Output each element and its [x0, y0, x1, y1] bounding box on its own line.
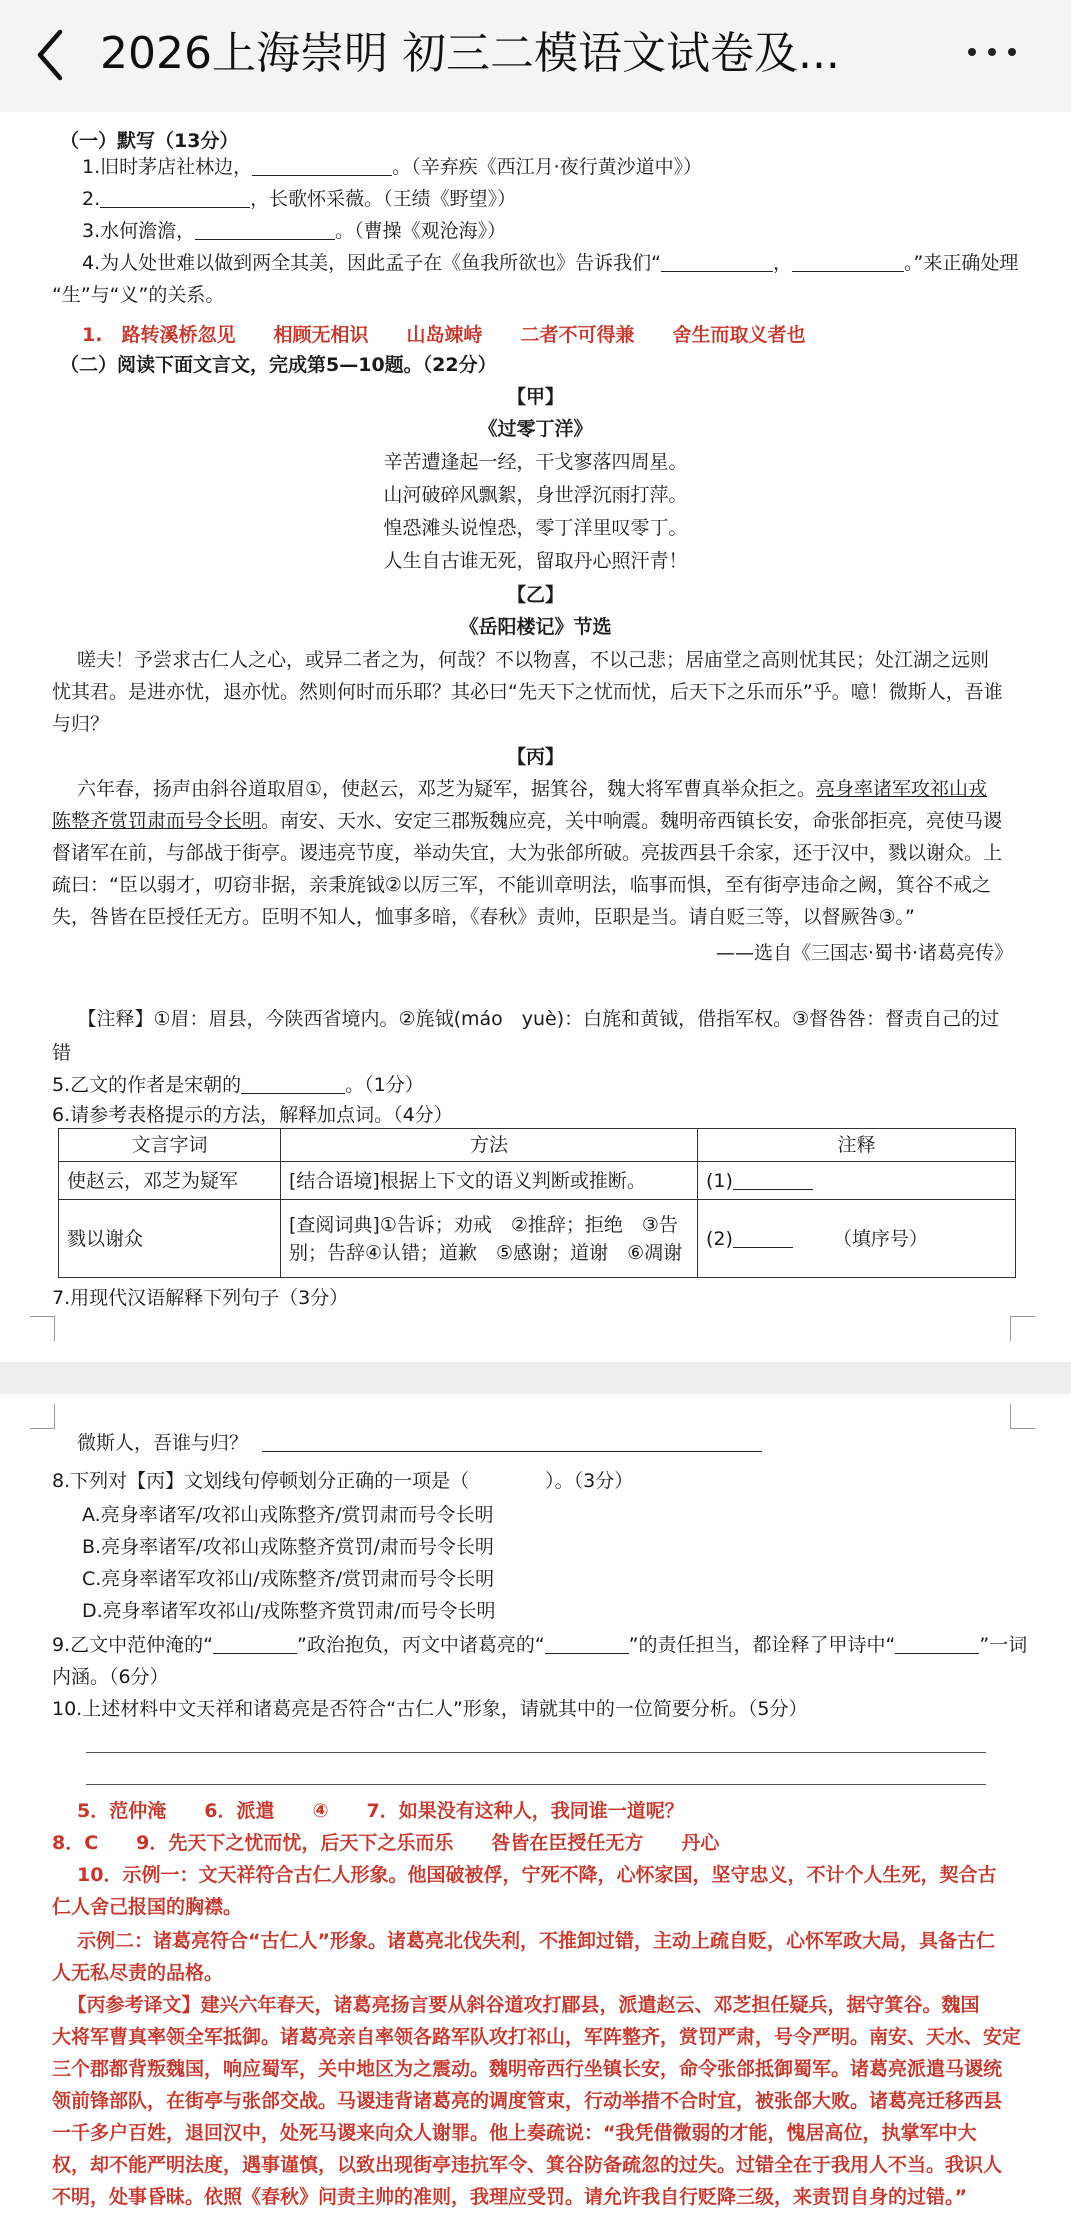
poem-line: 辛苦遭逢起一经，干戈寥落四周星。: [383, 451, 688, 473]
label-yi: 【乙】: [506, 584, 564, 606]
answer-5-7: 5．范仲淹 6．派遣 ④ 7．如果没有这种人，我同谁一道呢？: [58, 1800, 684, 1822]
bing-text-line: 陈整齐赏罚肃而号令长明。南安、天水、安定三郡叛魏应亮，关中响震。魏明帝西镇长安，命张郃拒亮，亮使马谡: [52, 810, 1003, 832]
table-cell: [结合语境]根据上下文的语义判断或推断。: [281, 1162, 698, 1200]
answer-cell-1: (1): [698, 1162, 1016, 1200]
table-cell: [查阅词典]①告诉；劝戒 ②推辞；拒绝 ③告 别；告辞④认错；道歉 ⑤感谢；道谢 ⑥凋谢: [281, 1200, 698, 1278]
bing-text-line: 失，咎皆在臣授任无方。臣明不知人，恤事多暗，《春秋》责帅，臣职是当。请自贬三等，以督厥咎③。”: [52, 906, 915, 928]
poem-line: 惶恐滩头说惶恐，零丁洋里叹零丁。: [383, 517, 688, 539]
label-jia: 【甲】: [506, 386, 564, 408]
question-7-sentence: 微斯人，吾谁与归？: [58, 1428, 762, 1458]
question-4: 4.为人处世难以做到两全其美，因此孟子在《鱼我所欲也》告诉我们“ ， 。”来正确处理: [82, 252, 1019, 274]
table-cell: 戮以谢众: [59, 1200, 281, 1278]
page-corner: [1010, 1316, 1035, 1341]
translation-line: 领前锋部队，在街亭与张郃交战。马谡违背诸葛亮的调度管束，行动举措不合时宜，被张郃大败。诸葛亮迁移西县: [52, 2090, 1003, 2112]
answer-1-4: 1. 路转溪桥忽见 相顾无相识 山岛竦峙 二者不可得兼 舍生而取义者也: [82, 324, 806, 346]
question-7: 7.用现代汉语解释下列句子（3分）: [52, 1287, 349, 1309]
label-bing: 【丙】: [506, 746, 564, 768]
translation-line: 三个郡都背叛魏国，响应蜀军，关中地区为之震动。魏明帝西行坐镇长安，命令张郃抵御蜀军。诸葛亮派遣马谡统: [52, 2058, 1003, 2080]
option-b: B.亮身率诸军/攻祁山戎陈整齐赏罚/肃而号令长明: [82, 1536, 494, 1558]
table-header: 注释: [698, 1129, 1016, 1162]
answer-8-9: 8．C 9．先天下之忧而忧，后天下之乐而乐 咎皆在臣授任无方 丹心: [52, 1832, 720, 1854]
table-header: 方法: [281, 1129, 698, 1162]
poem-title: 《过零丁洋》: [478, 418, 593, 440]
answer-line: [86, 1784, 986, 1785]
translation-line: 不明，处事昏昧。依照《春秋》问责主帅的准则，我理应受罚。请允许我自行贬降三级，来责罚自身的过错。”: [52, 2186, 967, 2208]
option-a: A.亮身率诸军/攻祁山戎陈整齐/赏罚肃而号令长明: [82, 1504, 494, 1526]
option-c: C.亮身率诸军攻祁山/戎陈整齐/赏罚肃而号令长明: [82, 1568, 495, 1590]
annotation-cont: 错: [52, 1042, 72, 1064]
section1-title: （一）默写（13分）: [60, 130, 239, 152]
app-header: [0, 0, 1071, 112]
answer-10-line: 示例二：诸葛亮符合“古仁人”形象。诸葛亮北伐失利，不推卸过错，主动上疏自贬，心怀军政大局，具备古仁: [58, 1930, 995, 1952]
question-3: 3.水何澹澹， 。（曹操《观沧海》）: [82, 220, 507, 242]
answer-line: [86, 1752, 986, 1753]
question-2: 2. ，长歌怀采薇。（王绩《野望》）: [82, 188, 517, 210]
more-options-icon[interactable]: [962, 30, 1022, 70]
poem-line: 山河破碎风飘絮，身世浮沉雨打萍。: [383, 484, 688, 506]
table-header: 文言字词: [59, 1129, 281, 1162]
question-9: 9.乙文中范仲淹的“ ”政治抱负，丙文中诸葛亮的“ ”的责任担当，都诠释了甲诗中“ ”一词: [52, 1634, 1028, 1656]
page-separator: [0, 1362, 1071, 1394]
question-4-cont: “生”与“义”的关系。: [52, 284, 225, 306]
page-corner: [1010, 1404, 1035, 1429]
translation-line: 一千多户百姓，退回汉中，处死马谡来向众人谢罪。他上奏疏说：“我凭借微弱的才能，愧居高位，执掌军中大: [52, 2122, 977, 2144]
answer-10-line: 仁人舍己报国的胸襟。: [52, 1896, 243, 1918]
section2-title: （二）阅读下面文言文，完成第5—10题。（22分）: [60, 354, 497, 376]
annotation: 【注释】①眉：眉县，今陕西省境内。②旄钺(máo yuè)：白旄和黄钺，借指军权。③督咎咎：督责自己的过: [68, 1008, 1000, 1030]
bing-text-line: 督诸军在前，与郃战于街亭。谡违亮节度，举动失宜，大为张郃所破。亮拔西县千余家，还于汉中，戮以谢众。上: [52, 842, 1003, 864]
yi-title: 《岳阳楼记》节选: [459, 616, 612, 638]
question-9-cont: 内涵。（6分）: [52, 1666, 169, 1688]
translation-line: 大将军曹真率领全军抵御。诸葛亮亲自率领各路军队攻打祁山，军阵整齐，赏罚严肃，号令严明。南安、天水、安定: [52, 2026, 1022, 2048]
table-cell: 使赵云，邓芝为疑军: [59, 1162, 281, 1200]
poem-line: 人生自古谁无死，留取丹心照汗青！: [383, 550, 688, 572]
question-8: 8.下列对【丙】文划线句停顿划分正确的一项是（ ）。（3分）: [52, 1470, 634, 1492]
page-title: 2026上海崇明 初三二模语文试卷及...: [100, 28, 840, 79]
question-10: 10.上述材料中文天祥和诸葛亮是否符合“古仁人”形象，请就其中的一位简要分析。（5分）: [52, 1698, 808, 1720]
translation-line: 【丙参考译文】建兴六年春天，诸葛亮扬言要从斜谷道攻打郿县，派遣赵云、邓芝担任疑兵，据守箕谷。魏国: [58, 1994, 980, 2016]
yi-text-line: 忧其君。是进亦忧，退亦忧。然则何时而乐耶？其必曰“先天下之忧而忧，后天下之乐而乐”乎。噫！微斯人，吾谁: [52, 681, 1003, 703]
option-d: D.亮身率诸军攻祁山/戎陈整齐赏罚肃/而号令长明: [82, 1600, 496, 1622]
page-corner: [30, 1316, 55, 1341]
question-1: 1.旧时茅店社林边， 。（辛弃疾《西江月·夜行黄沙道中》）: [82, 156, 703, 178]
back-icon[interactable]: [26, 22, 76, 88]
yi-text-line: 嗟夫！予尝求古仁人之心，或异二者之为，何哉？不以物喜，不以己悲；居庙堂之高则忧其民；处江湖之远则: [58, 649, 990, 671]
answer-10-line: 10．示例一：文天祥符合古仁人形象。他国破被俘，宁死不降，心怀家国，坚守忠义，不计个人生死，契合古: [58, 1864, 997, 1886]
translation-line: 权，却不能严明法度，遇事谨慎，以致出现街亭违抗军令、箕谷防备疏忽的过失。过错全在于我用人不当。我识人: [52, 2154, 1003, 2176]
page-corner: [30, 1404, 55, 1429]
bing-text-line: 六年春，扬声由斜谷道取眉①，使赵云，邓芝为疑军，据箕谷，魏大将军曹真举众拒之。亮身率诸军攻祁山戎: [58, 778, 988, 800]
answer-cell-2: (2) （填序号）: [698, 1200, 1016, 1278]
method-table: [58, 1128, 1016, 1278]
question-5: 5.乙文的作者是宋朝的 。（1分）: [52, 1074, 424, 1096]
question-6: 6.请参考表格提示的方法，解释加点词。（4分）: [52, 1104, 453, 1126]
source-citation: ——选自《三国志·蜀书·诸葛亮传》: [716, 942, 1014, 964]
yi-text-line: 与归？: [52, 713, 110, 735]
bing-text-line: 疏曰：“臣以弱才，叨窃非据，亲秉旄钺②以厉三军，不能训章明法，临事而惧，至有街亭违命之阙，箕谷不戒之: [52, 874, 991, 896]
answer-10-line: 人无私尽责的品格。: [52, 1962, 224, 1984]
